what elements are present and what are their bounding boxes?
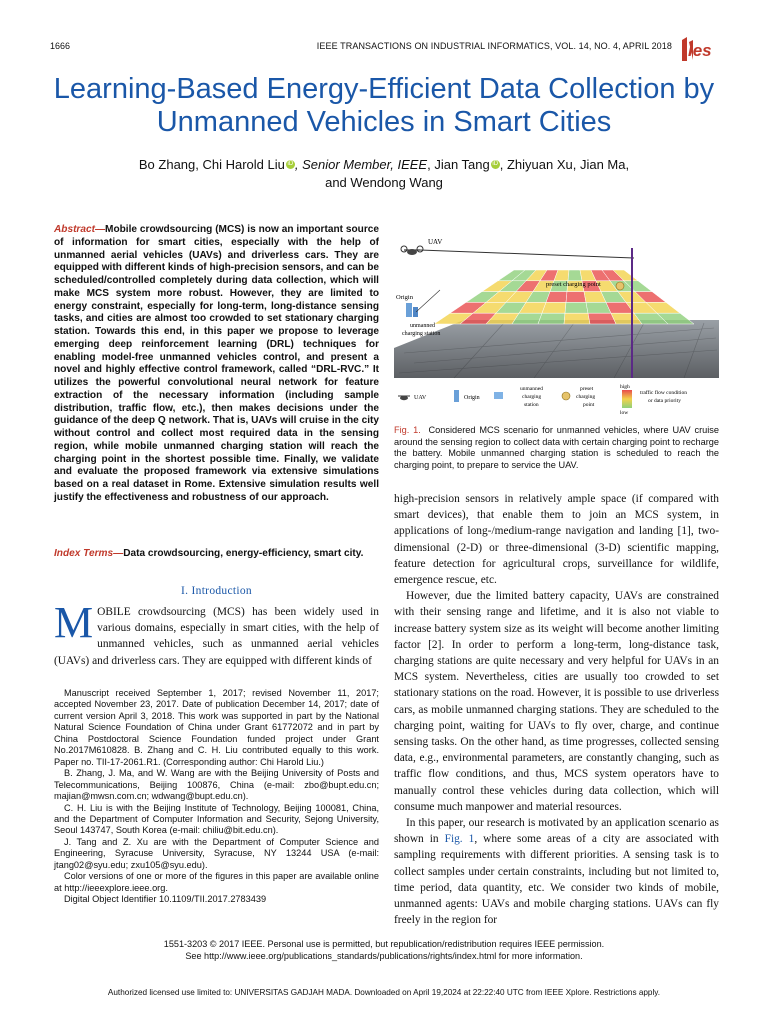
origin-building-icon — [406, 303, 412, 317]
footnote-para: J. Tang and Z. Xu are with the Department of Computer Science and Engineering, Syracuse University, Syracuse, NY 13244 USA (e-mail: jtang02@syu.edu; zxu105@syu.edu). — [54, 836, 379, 870]
legend-station-3: station — [524, 402, 539, 408]
body-paragraph — [394, 815, 719, 928]
right-column-body — [394, 491, 719, 928]
preset-charging-point-icon — [616, 282, 624, 290]
section-heading: I. Introduction — [181, 585, 252, 597]
body-text: In this paper, our research is motivated by an application scenario as shown in — [394, 817, 719, 846]
legend-station-2: charging — [522, 394, 542, 400]
legend-high: high — [620, 384, 630, 390]
legend-preset-2: charging — [576, 394, 596, 400]
figure-caption-label: Fig. 1. — [394, 425, 421, 435]
legend-color-scale — [622, 390, 632, 408]
heat-grid-cell — [538, 313, 565, 324]
authors-line1-d: , Zhiyuan Xu, Jian Ma, — [499, 157, 630, 172]
legend-traffic-1: traffic flow condition — [640, 390, 687, 396]
index-terms-label: Index Terms— — [54, 548, 124, 559]
abstract-text: Mobile crowdsourcing (MCS) is now an important source of information for smart cities, especially with the help of unmanned aerial vehicles (UAVs) and driverless cars. They are equipped with different kinds of high-precision sensors, and can be scheduled/controlled completely during data collection, which will make MCS system more robust. However, they are limited to energy constraint, especially for long-term, long-distance sensing tasks, and cities are almost too crowded to set stationary charging station. Towards this end, in this paper we propose to leverage emerging deep reinforcement learning (DRL) techniques for enabling model-free unmanned vehicles control, and present a novel and highly effective control framework, called “DRL-RVC.” It utilizes the powerful convolutional neural network for feature extraction of the necessary information (including sample distribution, traffic flow, etc.), then makes decisions under the guidance of the deep Q network. That is, UAVs will cruise in the city without control and collect most required data in the sensing region, while mobile unmanned charging station will reach the charging point in the shortest possible time. Finally, we validate and evaluate the proposed framework via extensive simulations based on a real dataset in Rome. Extensive simulation results well justify the effectiveness and robustness of our approach. — [54, 224, 379, 503]
route-line — [416, 290, 440, 312]
intro-text: OBILE crowdsourcing (MCS) has been widely used in various domains, especially in smart cities, with the help of unmanned vehicles, such as unmanned aerial vehicles (UAVs) and driverless cars. They are equipped with different kinds of — [54, 606, 379, 667]
footnote-para: Digital Object Identifier 10.1109/TII.2017.2783439 — [64, 894, 267, 905]
logo-text: ies — [688, 41, 712, 60]
legend-preset-icon — [562, 392, 570, 400]
heat-grid-cell — [546, 292, 567, 303]
uav-icon — [401, 246, 423, 255]
index-terms-text: Data crowdsourcing, energy-efficiency, smart city. — [123, 548, 364, 559]
index-terms — [54, 548, 379, 561]
figure-1 — [394, 228, 719, 418]
footnote-para: C. H. Liu is with the Beijing Institute of Technology, Beijing 100081, China, and the Department of Computer Information and Security, Sejong University, Seoul 143747, South Korea (e-mail: chiliu@bit.edu.cn). — [54, 802, 379, 836]
station-label-1: unmanned — [410, 323, 435, 329]
footnote — [54, 688, 379, 906]
origin-label: Origin — [396, 294, 413, 301]
body-paragraph: However, due the limited battery capacity, UAVs are constrained with their sensing range and lifetime, and it is also not viable to increase battery system size as its weight will become another limiting factor [2]. In order to perform a long-term, long-distance task, charging stations are quite necessary and very helpful for UAVs in an MCS system. Nevertheless, cities are usually too crowded to set stationary stations on the road. However, it is possible to use driverless cars, as mobile unmanned charging stations. They are scheduled to the charging point, waiting for UAVs to fly over, charge, and continue sensing tasks. On the other hand, as time progresses, collected sensing data, e.g., environmental parameters, are constantly changing, such as traffic flow conditions, and thus, MCS system operators have to manually control these vehicles during data collection, which will consume much manpower and material resources. — [394, 590, 719, 813]
running-head: IEEE TRANSACTIONS ON INDUSTRIAL INFORMATICS, VOL. 14, NO. 4, APRIL 2018 — [316, 41, 672, 51]
orcid-icon[interactable]: iD — [287, 161, 294, 167]
legend-low: low — [620, 410, 629, 416]
ies-logo — [679, 36, 719, 62]
authorized-use-notice: Authorized licensed use limited to: UNIVERSITAS GADJAH MADA. Downloaded on April 19,2024 at 22:22:40 UTC from IEEE Xplore. Restrictions apply. — [107, 988, 661, 997]
legend-preset-3: point — [583, 402, 595, 408]
legend-station-1: unmanned — [520, 386, 543, 392]
station-label-2: charging station — [402, 331, 441, 337]
abstract-label: Abstract— — [54, 224, 106, 235]
uav-label: UAV — [428, 238, 443, 246]
heat-grid-cell — [566, 292, 586, 303]
preset-charging-label: preset charging point — [546, 281, 601, 288]
figure-legend — [398, 384, 687, 416]
authors-line2: and Wendong Wang — [325, 175, 443, 190]
heat-grid-cell — [565, 302, 588, 313]
body-paragraph: high-precision sensors in relatively ample space (if compared with smart devices), that enable them to join an MCS system, in applications of long-/medium-range navigation and landing [1], two-dimensional (2-D) or three-dimensional (3-D) scientific mapping, feature detection for agricultural crops, surveillance for wildlife, emergence rescue, etc. — [394, 493, 719, 587]
paper-title: Learning-Based Energy-Efficient Data Collection by Unmanned Vehicles in Smart Cities — [53, 73, 715, 138]
intro-paragraph — [54, 598, 379, 669]
footnote-para: B. Zhang, J. Ma, and W. Wang are with the Beijing University of Posts and Telecommunications, Beijing 100876, China (e-mail: zbo@bupt.edu.cn; majian@mwsn.com.cn; wdwang@bupt.edu.cn). — [54, 768, 379, 802]
heat-grid-cell — [568, 270, 582, 281]
legend-preset-1: preset — [580, 386, 594, 392]
page-number: 1666 — [50, 41, 71, 51]
authors-line1-a: Bo Zhang, Chi Harold Liu — [138, 157, 285, 172]
heat-grid-cell — [542, 302, 566, 313]
legend-station-icon — [494, 392, 503, 399]
legend-uav-icon — [398, 396, 410, 400]
origin-building-icon — [413, 307, 418, 317]
figure-caption — [394, 425, 719, 471]
figure-caption-text: Considered MCS scenario for unmanned vehicles, where UAV cruise around the sensing region to collect data with certain charging point to recharge the battery. Mobile unmanned charging station is scheduled to reach the charging point, to prepare to service the UAV. — [394, 425, 719, 470]
figure-reference-link[interactable]: Fig. 1 — [444, 833, 475, 846]
city-aerial-image — [394, 320, 719, 378]
drop-cap: M — [54, 598, 94, 647]
copyright-notice — [40, 938, 728, 962]
uav-flight-path — [420, 250, 634, 258]
authors-line1-c: , Jian Tang — [427, 157, 490, 172]
authors-line1-b: , Senior Member, IEEE — [294, 157, 428, 172]
footnote-para: Color versions of one or more of the figures in this paper are available online at http://ieeexplore.ieee.org. — [54, 871, 379, 893]
copyright-line2: See http://www.ieee.org/publications_standards/publications/rights/index.html for more information. — [185, 951, 583, 961]
legend-origin: Origin — [464, 395, 480, 401]
author-list — [40, 156, 728, 192]
legend-origin-icon — [454, 390, 459, 402]
footnote-para: Manuscript received September 1, 2017; revised November 11, 2017; accepted November 23, 2017. Date of publication December 14, 2017; date of current version April 3, 2018. This work was supported in part by the National Natural Science Foundation of China under Grant 61772072 and in part by China Postdoctoral Science Foundation funded project under Grant No.2017M610828. B. Zhang and C. H. Liu contributed equally to this work. Paper no. TII-17-2061.R1. (Corresponding author: Chi Harold Liu.) — [54, 688, 379, 767]
abstract — [54, 224, 379, 505]
heat-grid-cell — [564, 313, 590, 324]
orcid-icon[interactable]: iD — [492, 161, 499, 167]
legend-traffic-2: or data priority — [648, 398, 681, 404]
heat-grid — [434, 270, 694, 324]
body-text: , where some areas of a city are associated with sampling requirements with different priorities. A sensing task is to collect samples under certain constraints, including but not limited to, time period, data quantity, etc. We consider two kinds of mobile, unmanned agents: UAVs and mobile charging stations. UAVs can fly freely in the region for — [394, 833, 719, 927]
legend-uav: UAV — [414, 395, 427, 401]
copyright-line1: 1551-3203 © 2017 IEEE. Personal use is permitted, but republication/redistribution requires IEEE permission. — [163, 939, 605, 949]
